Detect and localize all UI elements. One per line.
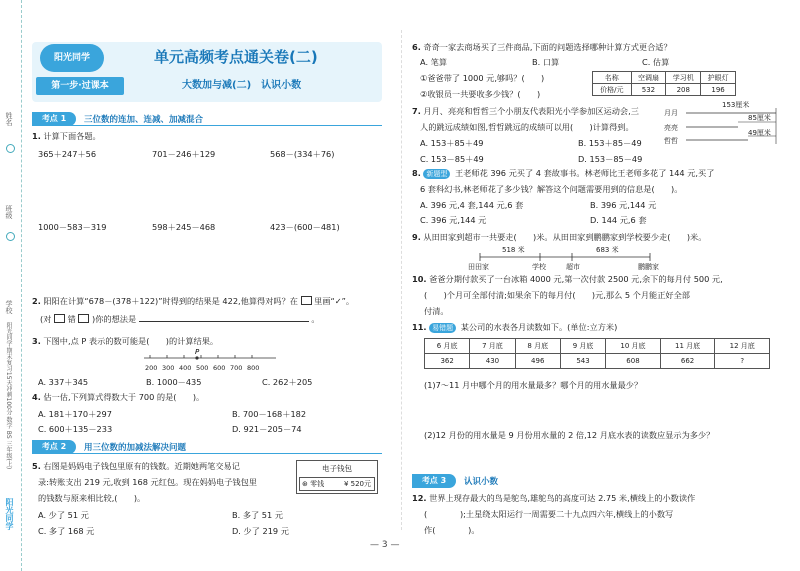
table-cell: 543 <box>560 354 605 369</box>
question-text: 估一估,下列算式得数大于 700 的是( )。 <box>43 392 205 402</box>
question-number: 6. <box>412 42 421 52</box>
question-10 <box>412 274 723 285</box>
question-9 <box>412 232 706 243</box>
class-label: 班级 <box>5 205 13 219</box>
question-8 <box>412 168 714 179</box>
question-text: 爸爸分期付款买了一台冰箱 4000 元,第一次付款 2500 元,余下的每月付 500 元, <box>429 274 723 284</box>
question-number: 4. <box>32 392 41 402</box>
jump-name: 哲哲 <box>664 137 678 145</box>
question-text: 右图是妈妈电子钱包里原有的钱数。近期她两笔交易记 <box>43 461 240 471</box>
tick-label: 500 <box>196 364 209 372</box>
answer-line[interactable] <box>139 321 309 322</box>
question-number: 5. <box>32 461 41 471</box>
jump-length: 49厘米 <box>748 129 771 137</box>
option[interactable]: A. 396 元,4 套,144 元,6 套 <box>420 200 524 210</box>
calc-item: 423－(600－481) <box>270 222 340 232</box>
brand-text: 阳光同学 <box>5 498 14 530</box>
question-number: 1. <box>32 131 41 141</box>
question-text: 奇奇一家去商场买了三件商品,下面的问题选择哪种计算方式更合适？ <box>423 42 672 52</box>
question-number: 10. <box>412 274 427 284</box>
table-cell: 362 <box>425 354 470 369</box>
jump-name: 月月 <box>664 109 678 117</box>
table-cell: 6 月底 <box>425 339 470 354</box>
page-subtitle: 大数加与减(二) 认识小数 <box>182 80 302 91</box>
sub-question: ②收银员一共要收多少钱？( ) <box>420 89 541 99</box>
table-cell: 496 <box>515 354 560 369</box>
distance-label: 683 米 <box>596 246 619 254</box>
table-cell: 532 <box>631 84 666 96</box>
table-cell: 11 月底 <box>660 339 715 354</box>
option[interactable]: D. 144 元,6 套 <box>590 215 647 225</box>
table-row <box>425 354 770 369</box>
question-6 <box>412 42 672 53</box>
question-number: 7. <box>412 106 421 116</box>
error-prone-badge: 易错题 <box>429 323 456 333</box>
section-tag: 考点 3 <box>412 474 456 488</box>
binding-sidebar <box>0 0 22 571</box>
series-text: 阳光同学·期末复习15天冲刺100分 数学 BS 三年级(上) <box>5 322 12 470</box>
page-title: 单元高频考点通关卷(二) <box>154 48 318 66</box>
option[interactable]: D. 921－205－74 <box>232 424 302 434</box>
option[interactable]: A. 少了 51 元 <box>38 510 89 520</box>
distance-label: 518 米 <box>502 246 525 254</box>
text: 。 <box>311 314 320 324</box>
question-11 <box>412 322 617 333</box>
question-5 <box>32 461 240 472</box>
binding-hole-icon <box>6 144 15 153</box>
section-title: 认识小数 <box>464 477 499 487</box>
table-cell: 10 月底 <box>606 339 661 354</box>
tick-label: 400 <box>179 364 192 372</box>
tick-label: 700 <box>230 364 243 372</box>
calc-item: 568－(334＋76) <box>270 149 335 159</box>
question-number: 9. <box>412 232 421 242</box>
section-header-3 <box>412 474 542 488</box>
binding-hole-icon <box>6 232 15 241</box>
question-4 <box>32 392 204 403</box>
question-2 <box>32 296 354 307</box>
question-number: 3. <box>32 336 41 346</box>
question-2-line2 <box>40 314 320 325</box>
option[interactable]: B. 700－168＋182 <box>232 409 307 419</box>
question-text: 某公司的水表各月读数如下。(单位:立方米) <box>460 322 618 332</box>
option[interactable]: B. 多了 51 元 <box>232 510 284 520</box>
question-number: 2. <box>32 296 41 306</box>
page-header <box>32 42 382 102</box>
route-diagram <box>470 246 660 266</box>
section-title: 三位数的连加、连减、加减混合 <box>84 115 204 125</box>
question-text: 里画“✓”。 <box>314 296 355 306</box>
question-text: 计算下面各题。 <box>43 131 101 141</box>
question-text: ( )个月可全部付清;如果余下的每月付( )元,那么 5 个月能正好全部 <box>424 290 690 300</box>
wallet-row <box>299 477 375 491</box>
table-cell: 430 <box>470 354 515 369</box>
point-p <box>195 356 198 359</box>
question-text: 付清。 <box>424 306 449 316</box>
table-cell: 空调扇 <box>631 72 666 84</box>
section-header-2 <box>32 440 382 454</box>
place-label: 田田家 <box>468 263 489 271</box>
question-text: 王老师花 396 元买了 4 套故事书。林老师比王老师多花了 144 元,买了 <box>455 168 715 178</box>
calc-item: 598＋245－468 <box>152 222 216 232</box>
question-text: 阳阳在计算“678－(378＋122)”时得到的结果是 422,他算得对吗？在 <box>43 296 298 306</box>
option[interactable]: B. 口算 <box>532 57 560 67</box>
question-12 <box>412 493 695 504</box>
option[interactable]: B. 396 元,144 元 <box>590 200 657 210</box>
place-label: 学校 <box>532 263 546 271</box>
option[interactable]: A. 181＋170＋297 <box>38 409 112 419</box>
place-label: 鹏鹏家 <box>638 263 659 271</box>
table-cell: 7 月底 <box>470 339 515 354</box>
question-text: 从田田家到超市一共要走( )米。从田田家到鹏鹏家到学校要少走( )米。 <box>423 232 707 242</box>
table-cell: 12 月底 <box>715 339 770 354</box>
sub-question: (2)12 月份的用水量是 9 月份用水量的 2 倍,12 月底水表的读数应显示为多少？ <box>424 430 715 440</box>
page-number: — 3 — <box>370 540 400 550</box>
step-badge: 第一步·过课本 <box>36 77 124 95</box>
text: )你的想法是 <box>92 314 137 324</box>
table-cell: 学习机 <box>666 72 701 84</box>
jump-diagram <box>664 104 790 150</box>
table-cell: 9 月底 <box>560 339 605 354</box>
option[interactable]: B. 1000－435 <box>146 377 202 387</box>
section-tag: 考点 2 <box>32 440 76 454</box>
page-divider <box>401 30 402 530</box>
table-cell: 价格/元 <box>593 84 632 96</box>
table-row <box>593 72 736 84</box>
water-meter-table <box>424 338 770 369</box>
question-number: 11. <box>412 322 427 332</box>
tick-label: 600 <box>213 364 226 372</box>
question-text: 世界上现存最大的鸟是鸵鸟,雄鸵鸟的高度可达 2.75 米,横线上的小数读作 <box>429 493 696 503</box>
text: (对 <box>40 314 52 324</box>
section-tag: 考点 1 <box>32 112 76 126</box>
tick-label: 300 <box>162 364 175 372</box>
question-text: 下图中,点 P 表示的数可能是( )的计算结果。 <box>43 336 219 346</box>
option[interactable]: C. 估算 <box>642 57 670 67</box>
question-7 <box>412 106 639 117</box>
calc-item: 701－246＋129 <box>152 149 216 159</box>
answer-box[interactable] <box>301 296 312 305</box>
option[interactable]: C. 153－85＋49 <box>420 154 484 164</box>
jump-length: 153厘米 <box>722 101 750 109</box>
option[interactable]: C. 多了 168 元 <box>38 526 95 536</box>
price-table <box>592 71 736 96</box>
option[interactable]: D. 少了 219 元 <box>232 526 289 536</box>
question-text: 6 套科幻书,林老师花了多少钱？解答这个问题需要用到的信息是( )。 <box>420 184 683 194</box>
wallet-icon: ⊛ <box>302 480 308 488</box>
option[interactable]: D. 153－85－49 <box>578 154 643 164</box>
calc-item: 1000－583－319 <box>38 222 107 232</box>
point-p-label: P <box>195 348 200 356</box>
option[interactable]: C. 262＋205 <box>262 377 313 387</box>
text: 错 <box>67 314 76 324</box>
sub-question: (1)7～11 月中哪个月的用水量最多？哪个月的用水量最少？ <box>424 380 643 390</box>
option[interactable]: C. 396 元,144 元 <box>420 215 487 225</box>
school-label: 学校 <box>5 300 13 314</box>
new-type-badge: 新题型 <box>423 169 450 179</box>
sub-question: ①爸爸带了 1000 元,够吗？( ) <box>420 73 545 83</box>
table-cell: 662 <box>660 354 715 369</box>
table-row <box>425 339 770 354</box>
question-text: 录:转账支出 219 元,收到 168 元红包。现在妈妈电子钱包里 <box>38 477 257 487</box>
calc-item: 365＋247＋56 <box>38 149 97 159</box>
jump-length: 85厘米 <box>748 114 771 122</box>
question-number: 12. <box>412 493 427 503</box>
wallet-amount: ¥ 520元 <box>343 480 371 488</box>
table-cell: 608 <box>606 354 661 369</box>
table-cell: 196 <box>701 84 736 96</box>
question-1 <box>32 131 101 142</box>
wallet-item: 零钱 <box>310 480 325 488</box>
question-number: 8. <box>412 168 421 178</box>
table-cell: 8 月底 <box>515 339 560 354</box>
option[interactable]: A. 337＋345 <box>38 377 89 387</box>
question-text: 的钱数与原来相比较,( )。 <box>38 493 146 503</box>
place-label: 超市 <box>566 263 580 271</box>
table-cell: 护眼灯 <box>701 72 736 84</box>
option[interactable]: B. 153＋85－49 <box>578 138 642 148</box>
question-text: 作( )。 <box>424 525 480 535</box>
table-row <box>593 84 736 96</box>
tick-label: 800 <box>247 364 260 372</box>
question-text: 人的跳远成绩如图,哲哲跳远的成绩可以用( )计算得到。 <box>420 122 634 132</box>
tick-label: 200 <box>145 364 158 372</box>
wallet-card <box>296 460 378 494</box>
wallet-title: 电子钱包 <box>322 464 352 473</box>
table-cell: ? <box>715 354 770 369</box>
table-cell: 名称 <box>593 72 632 84</box>
option[interactable]: C. 600＋135－233 <box>38 424 113 434</box>
question-text: ( );土星绕太阳运行一周需要二十九点四六年,横线上的小数写 <box>424 509 674 519</box>
name-label: 姓名 <box>5 112 13 126</box>
brand-logo: 阳光同学 <box>40 44 104 72</box>
section-header-1 <box>32 112 382 126</box>
question-text: 月月、亮亮和哲哲三个小朋友代表阳光小学参加区运动会,三 <box>423 106 639 116</box>
option[interactable]: A. 153＋85＋49 <box>420 138 484 148</box>
answer-box[interactable] <box>54 314 65 323</box>
answer-box[interactable] <box>78 314 89 323</box>
table-cell: 208 <box>666 84 701 96</box>
jump-name: 亮亮 <box>664 124 678 132</box>
number-line-labels <box>145 364 264 372</box>
section-title: 用三位数的加减法解决问题 <box>84 443 187 453</box>
option[interactable]: A. 笔算 <box>420 57 448 67</box>
